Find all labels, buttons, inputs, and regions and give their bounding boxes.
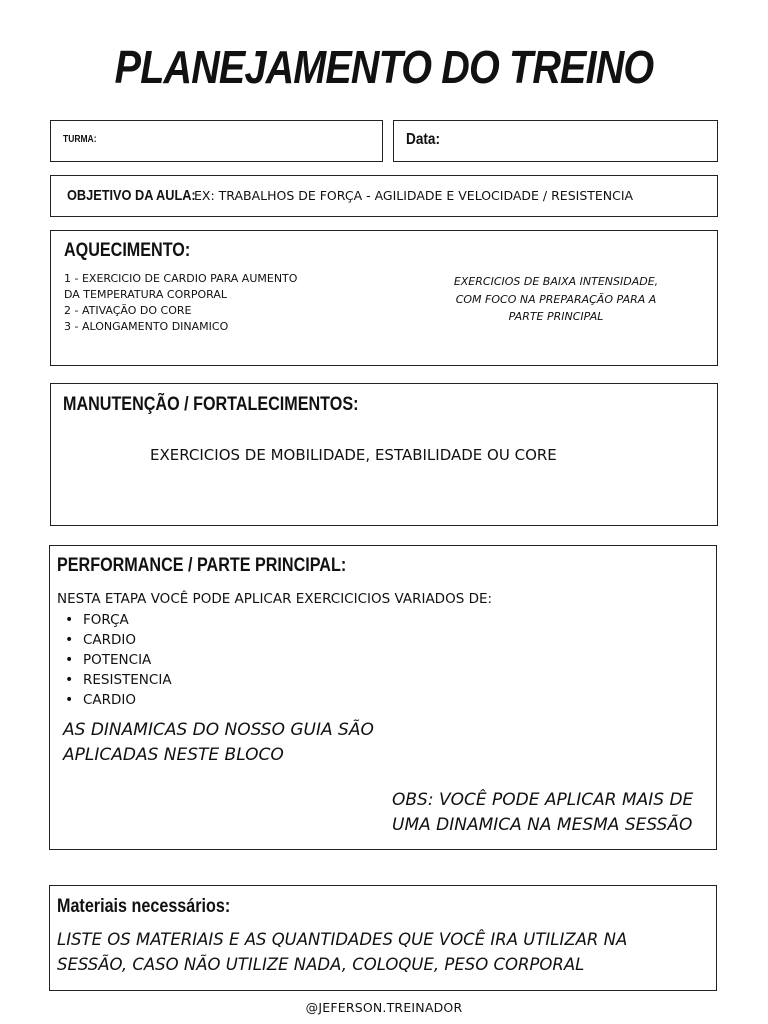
aquecimento-line: 2 - ATIVAÇÃO DO CORE [64,304,192,317]
objetivo-label: OBJETIVO DA AULA: [67,187,196,204]
aquecimento-line: 1 - EXERCICIO DE CARDIO PARA AUMENTO [64,272,298,285]
performance-list [57,610,172,710]
materiais-line: LISTE OS MATERIAIS E AS QUANTIDADES QUE VOCÊ IRA UTILIZAR NA [57,930,628,949]
materiais-text [57,927,627,977]
turma-field[interactable] [50,120,383,162]
aquecimento-note-line: PARTE PRINCIPAL [508,310,604,323]
aquecimento-line: 3 - ALONGAMENTO DINAMICO [64,320,229,333]
objetivo-box [50,175,718,217]
performance-box [49,545,717,850]
materiais-box [49,885,717,991]
obs-line: UMA DINAMICA NA MESMA SESSÃO [392,815,693,835]
aquecimento-note-line: COM FOCO NA PREPARAÇÃO PARA A [455,292,657,306]
list-item: • FORÇA [57,610,172,630]
aquecimento-line: DA TEMPERATURA CORPORAL [64,288,228,301]
materiais-heading: Materiais necessários: [57,896,231,917]
performance-intro: NESTA ETAPA VOCÊ PODE APLICAR EXERCICICIOS VARIADOS DE: [57,591,493,607]
aquecimento-box [50,230,718,366]
aquecimento-list [64,271,297,335]
data-label: Data: [406,131,441,148]
dinamicas-text [63,718,374,768]
manutencao-text: EXERCICIOS DE MOBILIDADE, ESTABILIDADE OU CORE [150,446,557,464]
aquecimento-note-line: EXERCICIOS DE BAIXA INTENSIDADE, [453,275,659,288]
aquecimento-heading: AQUECIMENTO: [64,240,191,261]
data-field[interactable] [393,120,718,162]
manutencao-box [50,383,718,526]
objetivo-text: EX: TRABALHOS DE FORÇA - AGILIDADE E VELOCIDADE / RESISTENCIA [194,188,634,203]
dinamicas-line: AS DINAMICAS DO NOSSO GUIA SÃO [63,720,374,740]
performance-heading: PERFORMANCE / PARTE PRINCIPAL: [57,555,347,576]
list-item: • POTENCIA [57,650,172,670]
obs-line: OBS: VOCÊ PODE APLICAR MAIS DE [392,790,694,810]
materiais-line: SESSÃO, CASO NÃO UTILIZE NADA, COLOQUE, PESO CORPORAL [57,955,585,974]
turma-label: TURMA: [63,134,97,145]
footer-handle: @JEFERSON.TREINADOR [305,1000,463,1015]
list-item: • RESISTENCIA [57,670,172,690]
page-title: PLANEJAMENTO DO TREINO [114,41,654,93]
manutencao-heading: MANUTENÇÃO / FORTALECIMENTOS: [63,394,359,415]
dinamicas-line: APLICADAS NESTE BLOCO [63,745,284,765]
aquecimento-note [411,273,701,326]
list-item: • CARDIO [57,630,172,650]
list-item: • CARDIO [57,690,172,710]
obs-text [392,788,693,838]
